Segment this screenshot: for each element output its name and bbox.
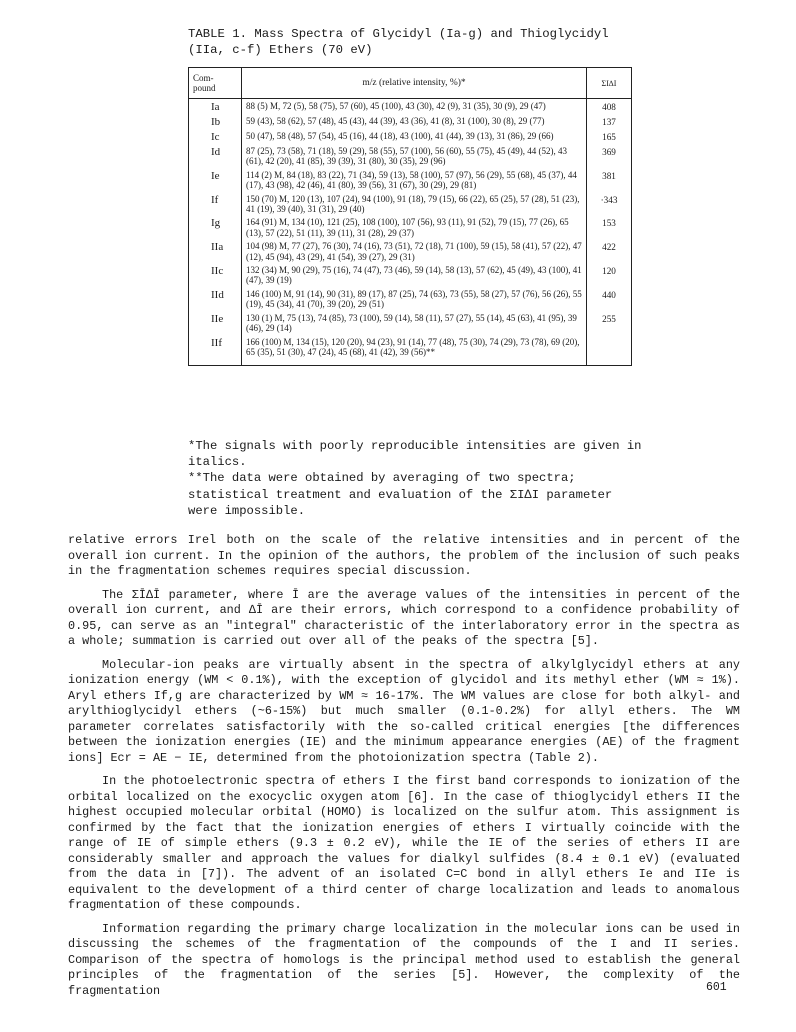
header-spectrum: m/z (relative intensity, %)* — [242, 68, 587, 99]
header-sigma: ΣI∆I — [587, 68, 632, 99]
sigma-cell: 165 — [587, 129, 632, 144]
table-row — [189, 287, 632, 311]
table-title — [188, 26, 628, 58]
header-compound-line-2: pound — [193, 83, 216, 93]
table-row — [189, 335, 632, 366]
spectrum-cell: 59 (43), 58 (62), 57 (48), 45 (43), 44 (39), 43 (36), 41 (8), 31 (100), 30 (8), 29 (77) — [242, 114, 587, 129]
spectrum-cell: 104 (98) M, 77 (27), 76 (30), 74 (16), 73 (51), 72 (18), 71 (100), 59 (15), 58 (41), 57 (22), 47 (12), 45 (94), 43 (29), 41 (54), 39 (27), 29 (31) — [242, 239, 587, 263]
table-title-line-1: TABLE 1. Mass Spectra of Glycidyl (Ia-g) and Thioglycidyl — [188, 27, 609, 41]
compound-cell: IIe — [189, 311, 242, 335]
header-compound — [189, 68, 242, 99]
spectrum-cell: 166 (100) M, 134 (15), 120 (20), 94 (23), 91 (14), 77 (48), 75 (30), 74 (29), 73 (78), 69 (20), 65 (35), 51 (30), 47 (24), 45 (68), 41 (42), 39 (56)** — [242, 335, 587, 366]
compound-cell: Ig — [189, 215, 242, 239]
spectrum-cell: 146 (100) M, 91 (14), 90 (31), 89 (17), 87 (25), 74 (63), 73 (55), 58 (27), 57 (76), 56 (26), 55 (19), 45 (34), 41 (70), 39 (20), 29 (51) — [242, 287, 587, 311]
spectrum-cell: 114 (2) M, 84 (18), 83 (22), 71 (34), 59 (13), 58 (100), 57 (97), 56 (29), 55 (68), 45 (37), 44 (17), 43 (98), 42 (46), 41 (80), 39 (56), 31 (67), 30 (29), 29 (81) — [242, 168, 587, 192]
compound-cell: Ic — [189, 129, 242, 144]
spectrum-cell: 132 (34) M, 90 (29), 75 (16), 74 (47), 73 (46), 59 (14), 58 (13), 57 (62), 45 (49), 43 (100), 41 (47), 39 (19) — [242, 263, 587, 287]
spectrum-cell: 50 (47), 58 (48), 57 (54), 45 (16), 44 (18), 43 (100), 41 (44), 39 (13), 31 (86), 29 (66) — [242, 129, 587, 144]
paragraph-relative-errors: relative errors Irel both on the scale of the relative intensities and in percent of the overall ion current. In the opinion of the authors, the problem of the inclusion of such peaks in the fragmentation schemes requires special discussion. — [68, 533, 740, 578]
compound-cell: Ie — [189, 168, 242, 192]
sigma-cell: 120 — [587, 263, 632, 287]
compound-cell: If — [189, 192, 242, 216]
table-row — [189, 99, 632, 115]
paragraph-molecular-ion: Molecular-ion peaks are virtually absent in the spectra of alkylglycidyl ethers at any ionization energy (WM < 0.1%), with the exception of glycidol and its methyl ether (WM ≈ 1%). Aryl ethers If,g are characterized by WM ≈ 16-17%. The WM values are close for both alkyl- and arylthioglycidyl ethers (~6-15%) but much smaller (0.1-0.2%) for allyl ethers. The WM parameter correlates satisfactorily with the so-called critical energies [the differences between the ionization energies (IE) and the minimum appearance energies (AE) of the fragment ions] Ecr = AE − IE, determined from the photoionization spectra (Table 2). — [68, 657, 740, 765]
table-row — [189, 129, 632, 144]
spectrum-cell: 130 (1) M, 75 (13), 74 (85), 73 (100), 59 (14), 58 (11), 57 (27), 55 (14), 45 (63), 41 (95), 39 (46), 29 (14) — [242, 311, 587, 335]
footnote-italics: *The signals with poorly reproducible intensities are given in italics. — [188, 439, 642, 470]
spectrum-cell: 88 (5) M, 72 (5), 58 (75), 57 (60), 45 (100), 43 (30), 42 (9), 31 (35), 30 (9), 29 (47) — [242, 99, 587, 115]
sigma-cell: 440 — [587, 287, 632, 311]
compound-cell: IId — [189, 287, 242, 311]
sigma-cell: 255 — [587, 311, 632, 335]
table-row — [189, 168, 632, 192]
compound-cell: IIc — [189, 263, 242, 287]
table-footnotes — [188, 438, 648, 519]
sigma-cell: 369 — [587, 144, 632, 168]
table-title-line-2: (IIa, c-f) Ethers (70 eV) — [188, 43, 373, 57]
compound-cell: Ib — [189, 114, 242, 129]
sigma-cell — [587, 335, 632, 366]
paragraph-charge-localization: Information regarding the primary charge localization in the molecular ions can be used in discussing the schemes of the fragmentation of the compounds of the I and II series. Comparison of the spectra of homologs is the principal method used to establish the general principles of the fragmentation of the series [5]. However, the complexity of the fragmentation — [68, 921, 740, 998]
mass-spectra-table — [188, 67, 632, 366]
compound-cell: Id — [189, 144, 242, 168]
compound-cell: IIf — [189, 335, 242, 366]
table-row — [189, 215, 632, 239]
header-compound-line-1: Com- — [193, 73, 214, 83]
table-row — [189, 192, 632, 216]
footnote-averaging: **The data were obtained by averaging of two spectra; statistical treatment and evaluation of the ΣI∆I parameter were impossible. — [188, 471, 613, 518]
sigma-cell: ·343 — [587, 192, 632, 216]
body-text — [68, 533, 740, 1007]
compound-cell: IIa — [189, 239, 242, 263]
spectrum-cell: 150 (70) M, 120 (13), 107 (24), 94 (100), 91 (18), 79 (15), 66 (22), 65 (25), 57 (28), 51 (23), 41 (19), 39 (40), 31 (31), 29 (40) — [242, 192, 587, 216]
paragraph-sigma-parameter: The ΣĪ∆Ī parameter, where Ī are the average values of the intensities in percent of the overall ion current, and ∆Ī are their errors, which correspond to a confidence probability of 0.95, can serve as an "integral" characteristic of the interlaboratory error in the spectra as a whole; summation is carried out over all of the peaks of the spectra [5]. — [68, 587, 740, 648]
table-row — [189, 114, 632, 129]
sigma-cell: 153 — [587, 215, 632, 239]
table-header-row — [189, 68, 632, 99]
table-row — [189, 144, 632, 168]
table-row — [189, 239, 632, 263]
compound-cell: Ia — [189, 99, 242, 115]
page-number: 601 — [706, 981, 727, 994]
spectrum-cell: 87 (25), 73 (58), 71 (18), 59 (29), 58 (55), 57 (100), 56 (60), 55 (75), 45 (49), 44 (52), 43 (61), 42 (20), 41 (85), 39 (39), 31 (80), 30 (35), 29 (96) — [242, 144, 587, 168]
spectrum-cell: 164 (91) M, 134 (10), 121 (25), 108 (100), 107 (56), 93 (11), 91 (52), 79 (15), 77 (26), 65 (13), 57 (22), 51 (11), 39 (11), 31 (28), 29 (37) — [242, 215, 587, 239]
table-row — [189, 263, 632, 287]
sigma-cell: 137 — [587, 114, 632, 129]
paragraph-photoelectronic: In the photoelectronic spectra of ethers I the first band corresponds to ionization of the orbital localized on the exocyclic oxygen atom [6]. In the case of thioglycidyl ethers II the highest occupied molecular orbital (HOMO) is localized on the sulfur atom. This assignment is confirmed by the fact that the ionization energies of ethers I virtually coincide with the range of IE of simple ethers (9.3 ± 0.2 eV), while the IE of the series of ethers II are considerably smaller and approach the values for dialkyl sulfides (8.4 ± 0.1 eV) (evaluated from the data in [7]). The advent of an isolated C=C bond in allyl ethers Ie and IIe is equivalent to the development of a third center of charge localization and leads to anomalous fragmentation of these compounds. — [68, 774, 740, 912]
sigma-cell: 381 — [587, 168, 632, 192]
table-row — [189, 311, 632, 335]
sigma-cell: 422 — [587, 239, 632, 263]
sigma-cell: 408 — [587, 99, 632, 115]
